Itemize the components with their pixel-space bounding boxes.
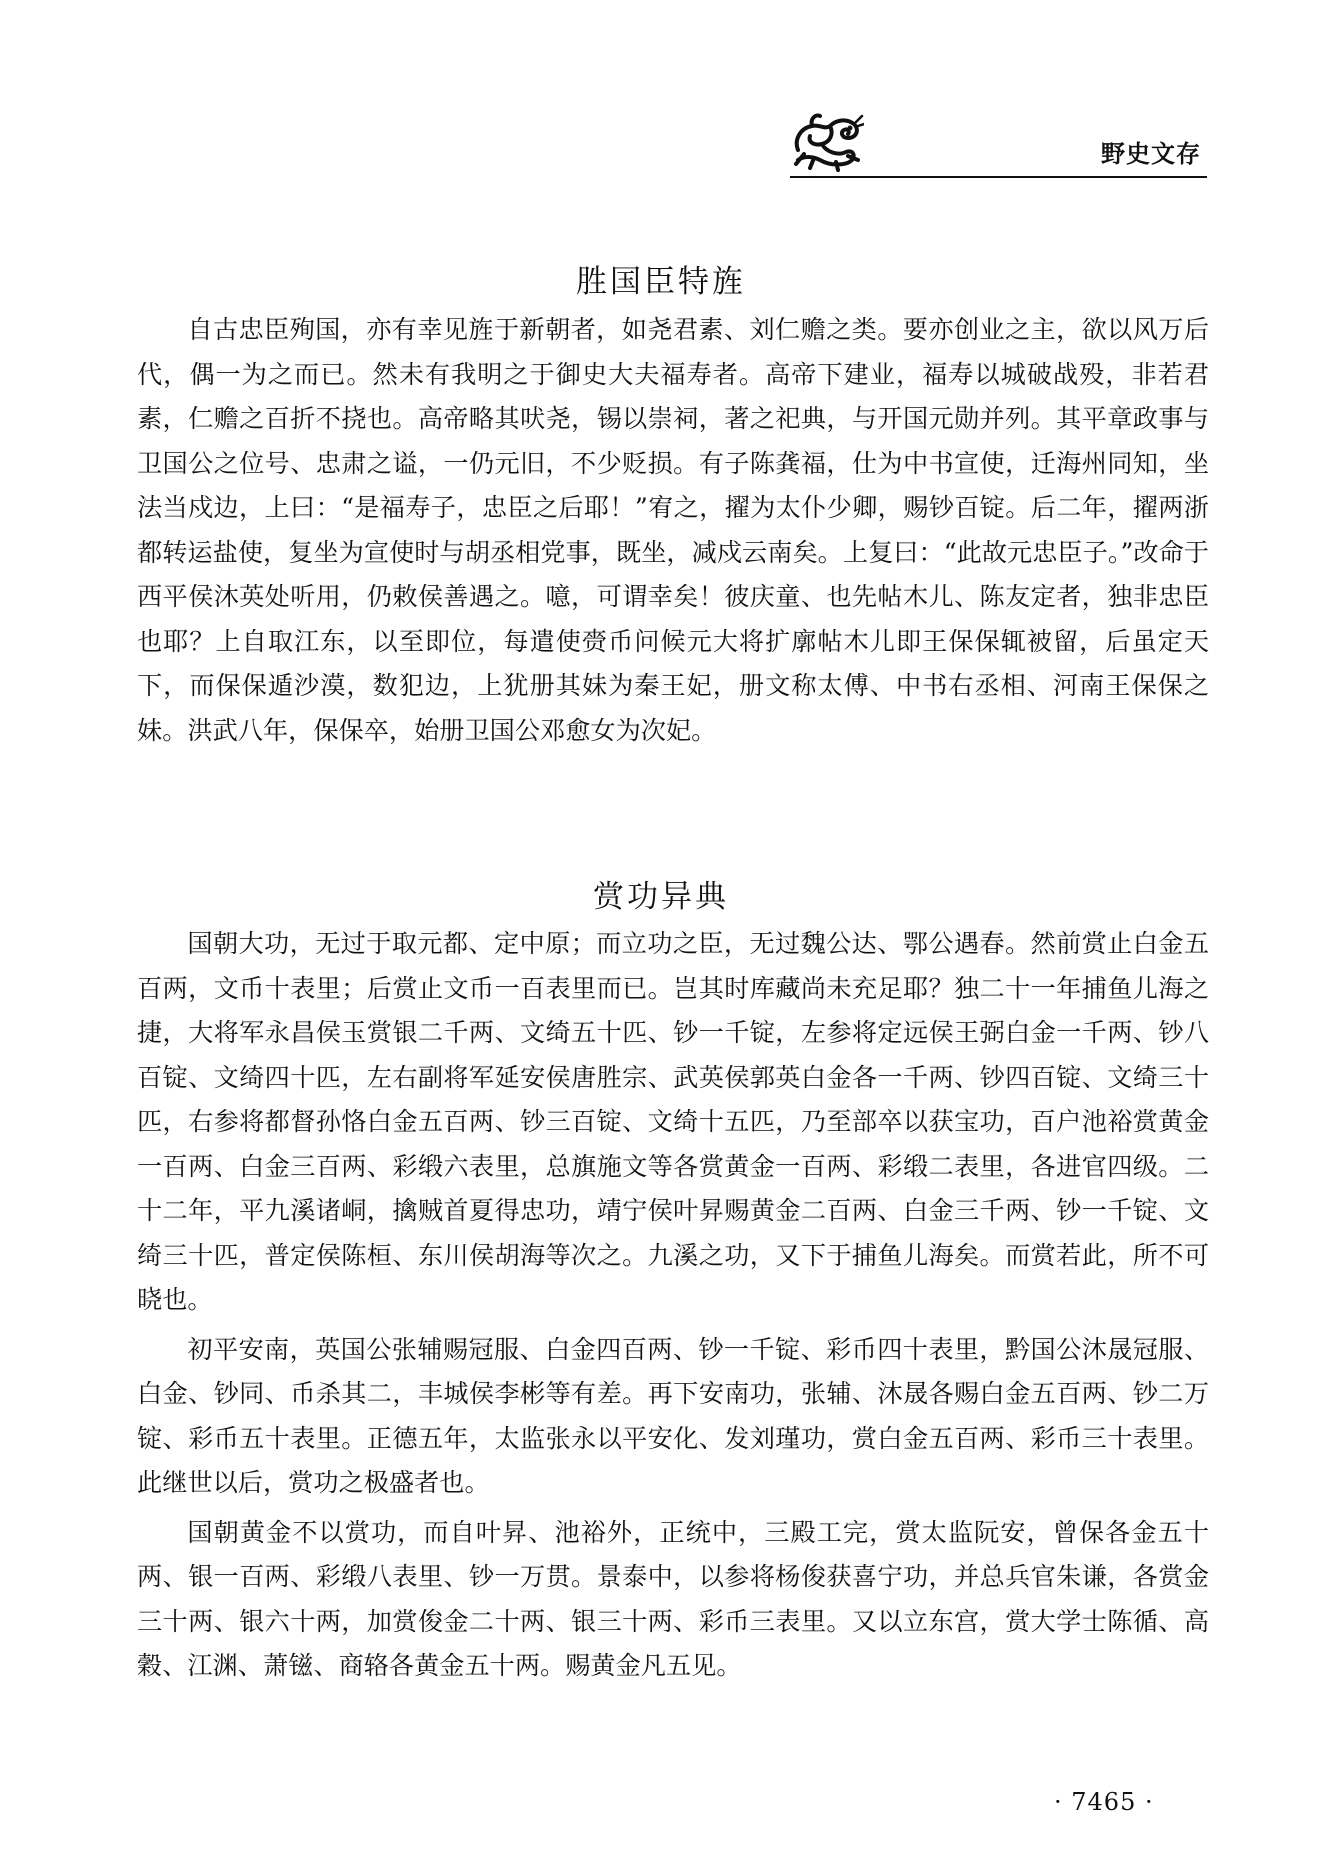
- series-title: 野史文存: [1101, 140, 1201, 168]
- header-rule: [790, 176, 1207, 178]
- paragraph: 国朝黄金不以赏功，而自叶昇、池裕外，正统中，三殿工完，赏太监阮安，曾保各金五十两、银一百两、彩缎八表里、钞一万贯。景泰中，以参将杨俊获喜宁功，并总兵官朱谦，各赏金三十两、银六十两，加赏俊金二十两、银三十两、彩币三表里。又以立东宫，赏大学士陈循、高穀、江渊、萧镃、商辂各黄金五十两。赐黄金凡五见。: [137, 1517, 1209, 1680]
- section-body: [137, 922, 1209, 1694]
- paragraph: 初平安南，英国公张辅赐冠服、白金四百两、钞一千锭、彩币四十表里，黔国公沐晟冠服、白金、钞同、币杀其二，丰城侯李彬等有差。再下安南功，张辅、沐晟各赐白金五百两、钞二万锭、彩币五十表里。正德五年，太监张永以平安化、发刘瑾功，赏白金五百两、彩币三十表里。此继世以后，赏功之极盛者也。: [137, 1334, 1209, 1497]
- section-title: 胜国臣特旌: [576, 263, 746, 300]
- paragraph: 自古忠臣殉国，亦有幸见旌于新朝者，如尧君素、刘仁赡之类。要亦创业之主，欲以风万后代，偶一为之而已。然未有我明之于御史大夫福寿者。高帝下建业，福寿以城破战殁，非若君素，仁赡之百折不挠也。高帝略其吠尧，锡以崇祠，著之祀典，与开国元勋并列。其平章政事与卫国公之位号、忠肃之谥，一仍元旧，不少贬损。有子陈龚福，仕为中书宣使，迁海州同知，坐法当戍边，上曰：“是福寿子，忠臣之后耶！”宥之，擢为太仆少卿，赐钞百锭。后二年，擢两浙都转运盐使，复坐为宣使时与胡丞相党事，既坐，减戍云南矣。上复曰：“此故元忠臣子。”改命于西平侯沐英处听用，仍敕侯善遇之。噫，可谓幸矣！彼庆童、也先帖木儿、陈友定者，独非忠臣也耶？上自取江东，以至即位，每遣使赍币问候元大将扩廓帖木儿即王保保辄被留，后虽定天下，而保保遁沙漠，数犯边，上犹册其妹为秦王妃，册文称太傅、中书右丞相、河南王保保之妹。洪武八年，保保卒，始册卫国公邓愈女为次妃。: [137, 315, 1209, 745]
- page-number: · 7465 ·: [1054, 1788, 1154, 1816]
- paragraph: 国朝大功，无过于取元都、定中原；而立功之臣，无过魏公达、鄂公遇春。然前赏止白金五百两，文币十表里；后赏止文币一百表里而已。岂其时库藏尚未充足耶？独二十一年捕鱼儿海之捷，大将军永昌侯玉赏银二千两、文绮五十匹、钞一千锭，左参将定远侯王弼白金一千两、钞八百锭、文绮四十匹，左右副将军延安侯唐胜宗、武英侯郭英白金各一千两、钞四百锭、文绮三十匹，右参将都督孙恪白金五百两、钞三百锭、文绮十五匹，乃至部卒以获宝功，百户池裕赏黄金一百两、白金三百两、彩缎六表里，总旗施文等各赏黄金一百两、彩缎二表里，各进官四级。二十二年，平九溪诸峒，擒贼首夏得忠功，靖宁侯叶昇赐黄金二百两、白金三千两、钞一千锭、文绮三十匹，普定侯陈桓、东川侯胡海等次之。九溪之功，又下于捕鱼儿海矣。而赏若此，所不可晓也。: [137, 929, 1209, 1314]
- section-body: [137, 308, 1209, 758]
- dragon-emblem-icon: [790, 110, 864, 172]
- running-header: [790, 110, 1207, 180]
- section-title: 赏功异典: [593, 878, 729, 915]
